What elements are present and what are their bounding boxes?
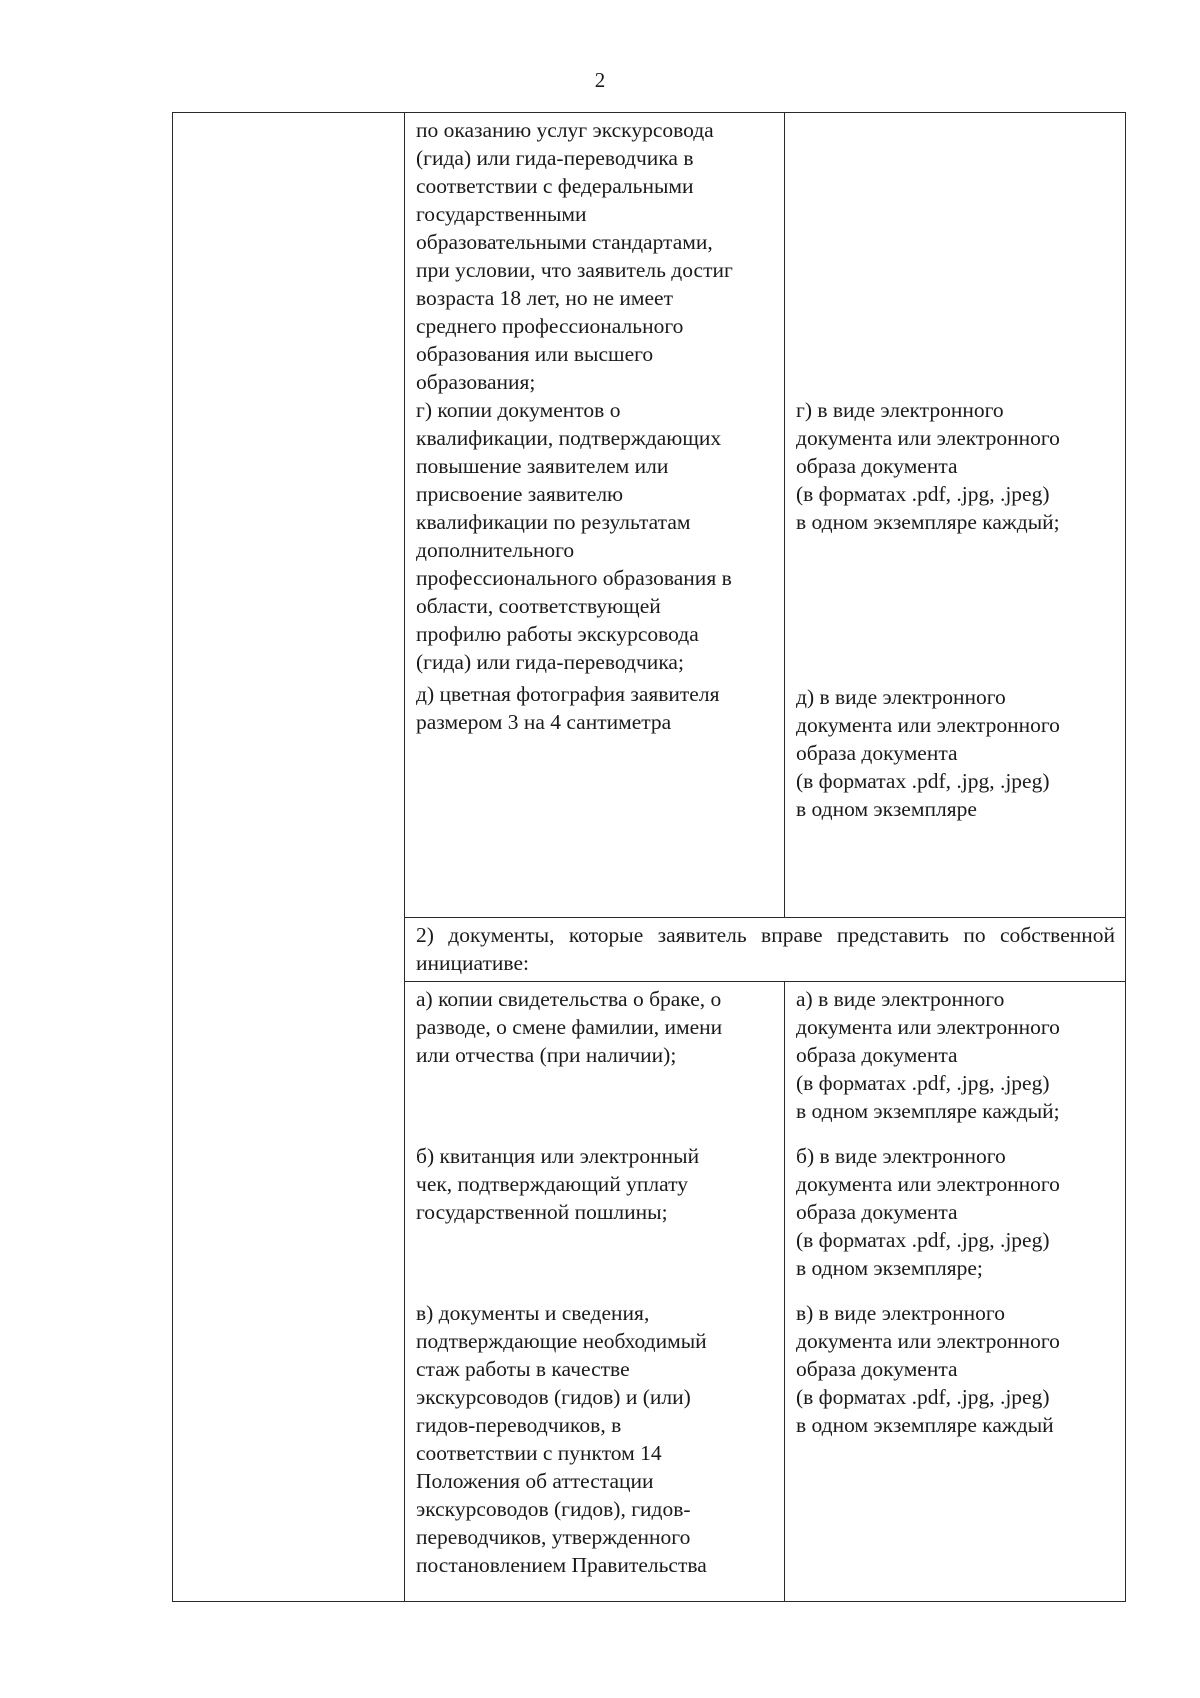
- document-item-a: а) копии свидетельства о браке, о разводе, о смене фамилии, имени или отчества (при наличии);: [416, 987, 723, 1067]
- format-item-a: а) в виде электронного документа или электронного образа документа (в форматах .pdf, .jpg, .jpeg) в одном экземпляре каждый;: [796, 987, 1060, 1123]
- table-cell-format: [785, 982, 1126, 1602]
- table-row: [173, 113, 1126, 918]
- requirements-table: [172, 112, 1126, 1602]
- format-item-d: д) в виде электронного документа или электронного образа документа (в форматах .pdf, .jpg, .jpeg) в одном экземпляре: [796, 685, 1060, 821]
- section-heading-optional-documents: 2) документы, которые заявитель вправе представить по собственной инициативе:: [405, 918, 1126, 982]
- table-cell-left-empty: [173, 113, 405, 1602]
- document-item-b: б) квитанция или электронный чек, подтверждающий уплату государственной пошлины;: [416, 1144, 700, 1224]
- table-cell-documents: [405, 982, 785, 1602]
- format-item-g: г) в виде электронного документа или электронного образа документа (в форматах .pdf, .jpg, .jpeg) в одном экземпляре каждый;: [796, 398, 1060, 534]
- document-item-g: г) копии документов о квалификации, подтверждающих повышение заявителем или присвоение заявителю квалификации по результатам дополнительного профессионального образования в области, соответствующей профилю работы экскурсовода (гида) или гида-переводчика;: [416, 398, 732, 674]
- page-number: 2: [594, 68, 606, 92]
- document-item-v: в) документы и сведения, подтверждающие необходимый стаж работы в качестве экскурсоводов (гидов) и (или) гидов-переводчиков, в соответствии с пунктом 14 Положения об аттестации экскурсоводов (гидов), гидов- переводчиков, утвержденного постановлением Правительства: [416, 1301, 707, 1577]
- format-item-empty: [796, 116, 1115, 396]
- document-item-continuation: по оказанию услуг экскурсовода (гида) или гида-переводчика в соответствии с федеральными государственными образовательными стандартами, при условии, что заявитель достиг возраста 18 лет, но не имеет среднего профессионального образования или высшего образования;: [416, 118, 733, 394]
- format-item-v: в) в виде электронного документа или электронного образа документа (в форматах .pdf, .jpg, .jpeg) в одном экземпляре каждый: [796, 1301, 1060, 1437]
- table-cell-format: [785, 113, 1126, 918]
- document-item-d: д) цветная фотография заявителя размером 3 на 4 сантиметра: [416, 682, 720, 734]
- format-item-b: б) в виде электронного документа или электронного образа документа (в форматах .pdf, .jpg, .jpeg) в одном экземпляре;: [796, 1144, 1060, 1280]
- table-cell-documents: [405, 113, 785, 918]
